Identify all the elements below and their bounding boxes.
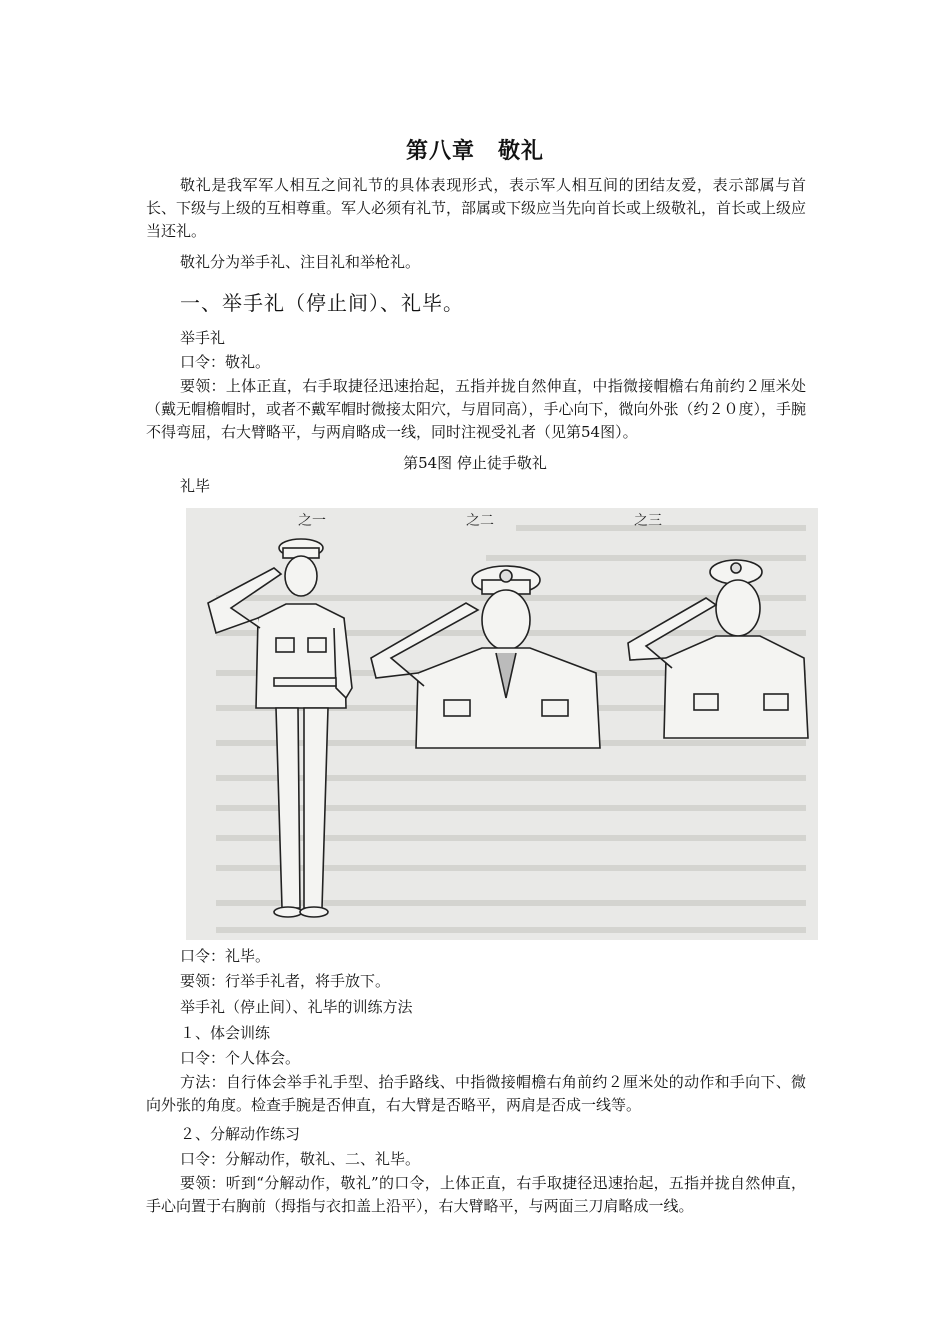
step2-title: ２、分解动作练习 [180,1125,301,1143]
salute-command: 口令：敬礼。 [180,353,271,371]
figure-label-3: 之三 [634,513,662,529]
step1-title: １、体会训练 [180,1024,271,1042]
step2-essentials: 要领：听到“分解动作，敬礼”的口令，上体正直，右手取捷径迅速抬起，五指并拢自然伸直，手心向置于右胸前（拇指与衣扣盖上沿平），右大臂略平，与两面三刀肩略成一线。 [146,1174,806,1215]
soldier-figure-3 [628,560,808,738]
step1-command: 口令：个人体会。 [180,1049,301,1067]
finish-label: 礼毕 [180,477,211,495]
intro-paragraph-2: 敬礼分为举手礼、注目礼和举枪礼。 [180,253,421,271]
step1-method: 方法：自行体会举手礼手型、抬手路线、中指微接帽檐右角前约２厘米处的动作和手向下、微向外张的角度。检查手腕是否伸直，右大臂是否略平，两肩是否成一线等。 [146,1073,806,1114]
salute-essentials: 要领：上体正直，右手取捷径迅速抬起，五指并拢自然伸直，中指微接帽檐右角前约２厘米处（戴无帽檐帽时，或者不戴军帽时微接太阳穴，与眉同高），手心向下，微向外张（约２０度），手腕不得弯屈，右大臂略平，与两肩略成一线，同时注视受礼者（见第54图）。 [146,377,807,441]
intro-paragraph-1: 敬礼是我军军人相互之间礼节的具体表现形式，表示军人相互间的团结友爱，表示部属与首长、下级与上级的互相尊重。军人必须有礼节，部属或下级应当先向首长或上级敬礼，首长或上级应当还礼。 [146,176,807,240]
salute-figure-illustration [186,508,818,940]
salute-figure-drawing [186,508,818,940]
finish-command: 口令：礼毕。 [180,947,271,965]
salute-label: 举手礼 [180,329,226,347]
training-title: 举手礼（停止间）、礼毕的训练方法 [180,998,413,1016]
figure-caption: 第54图 停止徒手敬礼 [403,454,547,472]
step2-command: 口令：分解动作，敬礼、二、礼毕。 [180,1150,421,1168]
section-heading: 一、举手礼（停止间）、礼毕。 [180,291,464,315]
chapter-title: 第八章 敬礼 [405,138,544,164]
figure-label-1: 之一 [298,513,326,529]
finish-essentials: 要领：行举手礼者，将手放下。 [180,972,391,990]
soldier-figure-2 [371,566,600,748]
figure-label-2: 之二 [466,513,494,529]
